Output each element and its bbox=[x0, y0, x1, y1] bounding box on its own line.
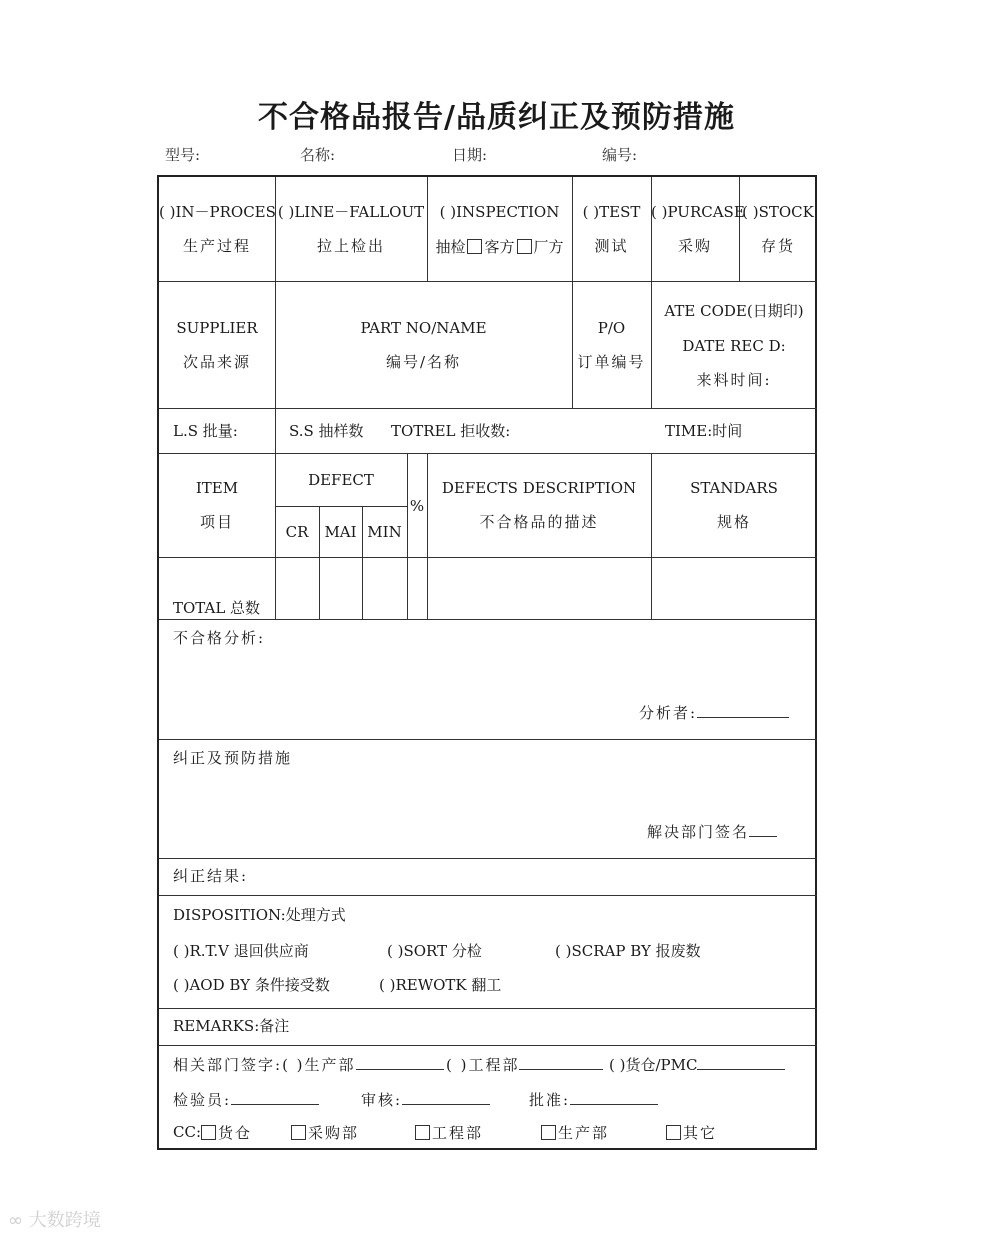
item-zh: 项目 bbox=[199, 513, 234, 531]
stock-zh: 存货 bbox=[760, 237, 795, 255]
cr-label: CR bbox=[285, 523, 309, 541]
customer-checkbox[interactable] bbox=[467, 239, 482, 254]
sort-option[interactable]: ( )SORT 分检 bbox=[387, 942, 482, 960]
watermark-logo-icon: ∞ bbox=[8, 1210, 29, 1231]
approve-field[interactable] bbox=[570, 1090, 658, 1105]
report-form bbox=[157, 175, 817, 1150]
cc-purchasing-checkbox[interactable] bbox=[291, 1125, 306, 1140]
part-label: PART NO/NAME bbox=[360, 319, 487, 337]
cc-production-label: 生产部 bbox=[558, 1124, 610, 1142]
analyst-signature bbox=[639, 703, 789, 721]
line-fallout-zh: 拉上检出 bbox=[316, 237, 385, 255]
inspector-sign bbox=[173, 1090, 319, 1108]
warehouse-sign bbox=[609, 1055, 785, 1073]
dept-signature-field[interactable] bbox=[749, 822, 777, 837]
date-code-label: ATE CODE(日期印) bbox=[664, 302, 804, 320]
inspector-label: 检验员: bbox=[173, 1091, 232, 1109]
result-label: 纠正结果: bbox=[173, 867, 249, 885]
watermark bbox=[8, 1206, 101, 1232]
dept-sign-label: 相关部门签字: bbox=[173, 1056, 283, 1074]
warehouse-sign-label: ( )货仓/PMC bbox=[609, 1056, 698, 1074]
time-label: TIME:时间 bbox=[665, 422, 743, 440]
standards-label: STANDARS bbox=[690, 479, 778, 497]
mai-label: MAI bbox=[324, 523, 357, 541]
stock-option[interactable]: ( )STOCK bbox=[742, 203, 814, 221]
purchase-option[interactable]: ( )PURCASE bbox=[651, 203, 745, 221]
scrap-option[interactable]: ( )SCRAP BY 报废数 bbox=[555, 942, 701, 960]
engineering-sign-label: ( )工程部 bbox=[446, 1056, 520, 1074]
engineering-sign bbox=[446, 1055, 603, 1073]
dept-signature bbox=[647, 822, 777, 840]
cc-label: CC: bbox=[173, 1123, 202, 1141]
spot-check-label: 抽检 bbox=[435, 238, 466, 256]
aod-option[interactable]: ( )AOD BY 条件接受数 bbox=[173, 976, 330, 994]
form-title: 不合格品报告/品质纠正及预防措施 bbox=[258, 100, 735, 135]
supplier-label: SUPPLIER bbox=[176, 319, 258, 337]
in-process-option[interactable]: ( )IN－PROCES bbox=[159, 203, 276, 221]
date-label: 日期: bbox=[452, 146, 488, 164]
defects-description-zh: 不合格品的描述 bbox=[479, 513, 599, 531]
production-sign-label: ( )生产部 bbox=[282, 1056, 356, 1074]
watermark-text: 大数跨境 bbox=[28, 1210, 101, 1231]
dept-sign-row bbox=[173, 1055, 444, 1073]
disposition-label: DISPOSITION:处理方式 bbox=[173, 906, 346, 924]
po-zh: 订单编号 bbox=[577, 353, 646, 371]
review-sign bbox=[361, 1090, 490, 1108]
item-label: ITEM bbox=[195, 479, 239, 497]
cc-other-label: 其它 bbox=[683, 1124, 718, 1142]
analysis-label: 不合格分析: bbox=[173, 629, 266, 647]
remarks-label: REMARKS:备注 bbox=[173, 1017, 290, 1035]
cc-engineering-checkbox[interactable] bbox=[415, 1125, 430, 1140]
test-zh: 测试 bbox=[594, 237, 629, 255]
factory-checkbox[interactable] bbox=[517, 239, 532, 254]
defect-label: DEFECT bbox=[308, 471, 374, 489]
standards-zh: 规格 bbox=[716, 513, 751, 531]
customer-label: 客方 bbox=[484, 238, 515, 256]
inspection-types bbox=[427, 239, 572, 255]
cc-purchasing-label: 采购部 bbox=[308, 1124, 360, 1142]
cc-production-checkbox[interactable] bbox=[541, 1125, 556, 1140]
rework-option[interactable]: ( )REWOTK 翻工 bbox=[379, 976, 502, 994]
review-field[interactable] bbox=[402, 1090, 490, 1105]
review-label: 审核: bbox=[361, 1091, 403, 1109]
purchase-zh: 采购 bbox=[677, 237, 712, 255]
date-received-zh: 来料时间: bbox=[696, 371, 772, 389]
lot-size-label: L.S 批量: bbox=[173, 422, 238, 440]
test-option[interactable]: ( )TEST bbox=[582, 203, 641, 221]
rtv-option[interactable]: ( )R.T.V 退回供应商 bbox=[173, 942, 309, 960]
factory-label: 厂方 bbox=[533, 238, 564, 256]
analyst-label: 分析者: bbox=[639, 704, 698, 722]
cc-warehouse-label: 货仓 bbox=[218, 1124, 253, 1142]
approve-label: 批准: bbox=[529, 1091, 571, 1109]
production-sign-field[interactable] bbox=[356, 1055, 444, 1070]
min-label: MIN bbox=[367, 523, 402, 541]
name-label: 名称: bbox=[300, 146, 336, 164]
date-received-label: DATE REC D: bbox=[682, 337, 786, 355]
dept-signature-label: 解决部门签名 bbox=[647, 823, 750, 841]
in-process-zh: 生产过程 bbox=[182, 237, 251, 255]
cc-warehouse-checkbox[interactable] bbox=[201, 1125, 216, 1140]
corrective-label: 纠正及预防措施 bbox=[173, 749, 293, 767]
cc-engineering-label: 工程部 bbox=[432, 1124, 484, 1142]
cc-other-checkbox[interactable] bbox=[666, 1125, 681, 1140]
cc-other[interactable] bbox=[664, 1125, 717, 1141]
cc-engineering[interactable] bbox=[413, 1125, 483, 1141]
warehouse-sign-field[interactable] bbox=[697, 1055, 785, 1070]
total-label: TOTAL 总数 bbox=[173, 599, 261, 617]
inspection-option[interactable]: ( )INSPECTION bbox=[439, 203, 560, 221]
line-fallout-option[interactable]: ( )LINE－FALLOUT bbox=[277, 203, 425, 221]
part-zh: 编号/名称 bbox=[385, 353, 462, 371]
cc-purchasing[interactable] bbox=[289, 1125, 359, 1141]
engineering-sign-field[interactable] bbox=[519, 1055, 603, 1070]
approve-sign bbox=[529, 1090, 658, 1108]
defects-description-label: DEFECTS DESCRIPTION bbox=[441, 479, 637, 497]
inspector-field[interactable] bbox=[231, 1090, 319, 1105]
cc-production[interactable] bbox=[539, 1125, 609, 1141]
percent-label: % bbox=[409, 497, 425, 515]
cc-warehouse[interactable] bbox=[199, 1125, 252, 1141]
number-label: 编号: bbox=[602, 146, 638, 164]
analyst-field[interactable] bbox=[697, 703, 789, 718]
total-reject-label: TOTREL 拒收数: bbox=[391, 422, 511, 440]
po-label: P/O bbox=[597, 319, 626, 337]
model-label: 型号: bbox=[165, 146, 201, 164]
supplier-zh: 次品来源 bbox=[182, 353, 251, 371]
sample-size-label: S.S 抽样数 bbox=[289, 422, 364, 440]
